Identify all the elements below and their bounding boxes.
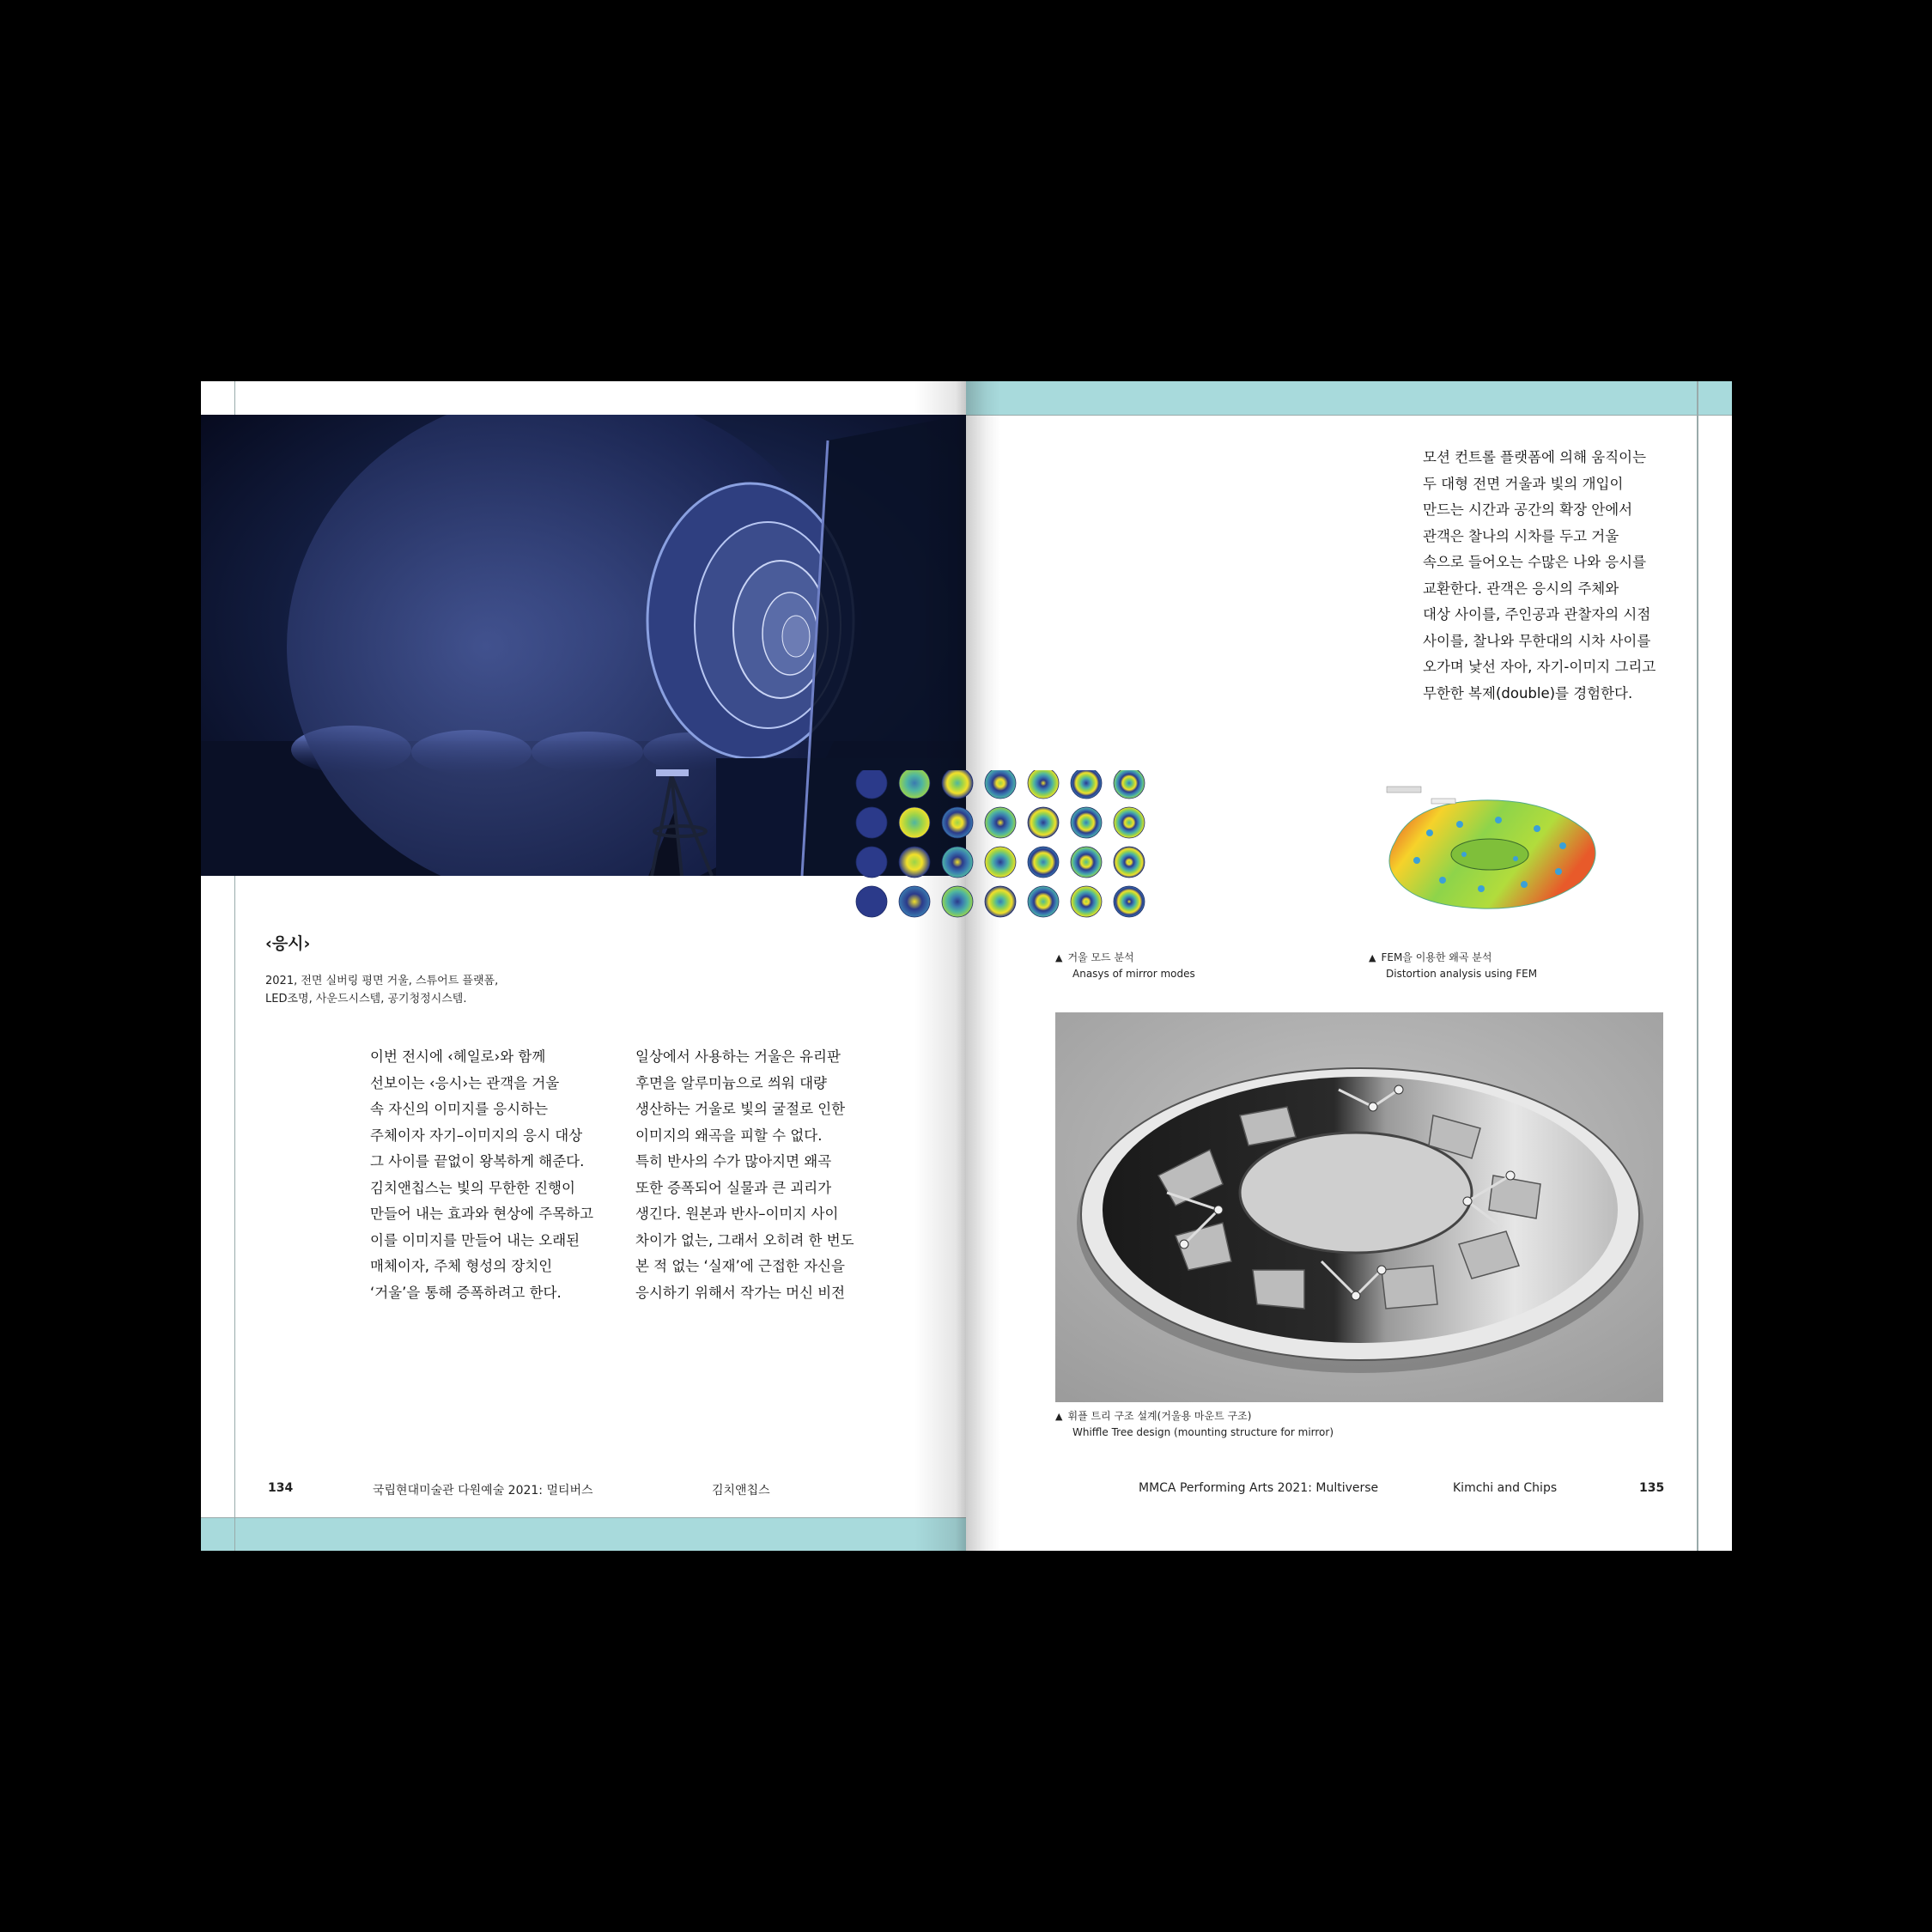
mirror-mode-disc [1028, 807, 1059, 838]
caption-fem [1369, 950, 1537, 981]
mirror-mode-disc [942, 807, 973, 838]
left-page [201, 381, 966, 1551]
mirror-mode-disc [856, 807, 887, 838]
mirror-mode-disc [1114, 847, 1145, 878]
mirror-mode-disc [1028, 770, 1059, 799]
mirror-mode-disc [985, 770, 1016, 799]
caption-en: Anasys of mirror modes [1072, 968, 1195, 980]
mirror-mode-disc [1071, 847, 1102, 878]
left-body-column-2: 일상에서 사용하는 거울은 유리판 후면을 알루미늄으로 씌워 대량 생산하는 거울로 빛의 굴절로 인한 이미지의 왜곡을 피할 수 없다. 특히 반사의 수가 많아지면 왜곡 또한 증폭되어 실물과 큰 괴리가 생긴다. 원본과 반사–이미지 사이 차이가 없는, 그래서 오히려 한 번도 본 적 없는 ‘실재’에 근접한 자신을 응시하기 위해서 작가는 머신 비전 [635, 1048, 854, 1301]
caption-ko: 휘플 트리 구조 설계(거울용 마운트 구조) [1067, 1410, 1252, 1422]
running-artist: Kimchi and Chips [1453, 1481, 1558, 1495]
running-artist: 김치앤칩스 [712, 1484, 770, 1498]
caption-whiffle-tree [1055, 1408, 1334, 1440]
margin-guide [1697, 381, 1698, 1551]
mirror-modes-svg [854, 770, 1344, 925]
gutter-shadow [966, 381, 1000, 1551]
whiffle-tree-render [1055, 1012, 1663, 1402]
mirror-mode-disc [899, 847, 930, 878]
caption-marker: ▲ [1055, 952, 1063, 963]
mirror-mode-disc [1114, 807, 1145, 838]
mirror-mode-disc [856, 847, 887, 878]
mirror-mode-disc [985, 807, 1016, 838]
mirror-mode-disc [985, 847, 1016, 878]
running-title: 국립현대미술관 다원예술 2021: 멀티버스 [373, 1484, 593, 1498]
mirror-mode-disc [899, 807, 930, 838]
mirror-mode-disc [1114, 770, 1145, 799]
mirror-mode-disc [1071, 886, 1102, 917]
work-meta-line: 2021, 전면 실버링 평면 거울, 스튜어트 플랫폼, [265, 975, 499, 987]
mirror-mode-disc [1028, 886, 1059, 917]
top-color-band [966, 381, 1732, 415]
mirror-mode-disc [1071, 807, 1102, 838]
mirror-mode-disc [942, 886, 973, 917]
work-title: ‹응시› [265, 934, 311, 953]
mirror-modes-figure [854, 770, 1344, 928]
caption-mirror-modes [1055, 950, 1195, 981]
mirror-mode-disc [856, 886, 887, 917]
mirror-mode-disc [1071, 770, 1102, 799]
caption-marker: ▲ [1055, 1411, 1063, 1422]
exhibition-photo [201, 415, 966, 876]
mirror-mode-disc [1114, 886, 1145, 917]
page-number: 134 [268, 1481, 294, 1495]
left-body-column-1: 이번 전시에 ‹헤일로›와 함께 선보이는 ‹응시›는 관객을 거울 속 자신의 이미지를 응시하는 주체이자 자기–이미지의 응시 대상 그 사이를 끝없이 왕복하게 해준다. 김치앤칩스는 빛의 무한한 진행이 만들어 내는 효과와 현상에 주목하고 이를 이미지를 만들어 내는 오래된 매체이자, 주체 형성의 장치인 ‘거울’을 통해 증폭하려고 한다. [370, 1048, 594, 1301]
margin-guide [966, 415, 1732, 416]
work-meta [265, 972, 626, 1008]
mirror-mode-disc [899, 770, 930, 799]
caption-ko: 거울 모드 분석 [1067, 951, 1134, 963]
margin-guide [201, 1517, 966, 1518]
running-title: MMCA Performing Arts 2021: Multiverse [1139, 1481, 1379, 1495]
right-body-column-2: 모션 컨트롤 플랫폼에 의해 움직이는 두 대형 전면 거울과 빛의 개입이 만드는 시간과 공간의 확장 안에서 관객은 찰나의 시차를 두고 거울 속으로 들어오는 수많은 나와 응시를 교환한다. 관객은 응시의 주체와 대상 사이를, 주인공과 관찰자의 시점 사이를, 찰나와 무한대의 시차 사이를 오가며 낯선 자아, 자기-이미지 그리고 무한한 복제(double)를 경험한다. [1423, 449, 1656, 702]
fem-distortion-figure [1378, 781, 1603, 920]
bottom-color-band [201, 1517, 966, 1551]
page-number: 135 [1639, 1481, 1665, 1495]
work-meta-line: LED조명, 사운드시스템, 공기청정시스템. [265, 993, 467, 1005]
gutter-shadow [914, 381, 966, 1551]
mirror-mode-disc [1028, 847, 1059, 878]
caption-ko: FEM을 이용한 왜곡 분석 [1381, 951, 1492, 963]
mirror-mode-disc [942, 847, 973, 878]
caption-marker: ▲ [1369, 952, 1376, 963]
caption-en: Whiffle Tree design (mounting structure for mirror) [1072, 1426, 1334, 1438]
caption-en: Distortion analysis using FEM [1386, 968, 1538, 980]
mirror-mode-disc [942, 770, 973, 799]
mirror-mode-disc [899, 886, 930, 917]
mirror-mode-disc [856, 770, 887, 799]
mirror-mode-disc [985, 886, 1016, 917]
